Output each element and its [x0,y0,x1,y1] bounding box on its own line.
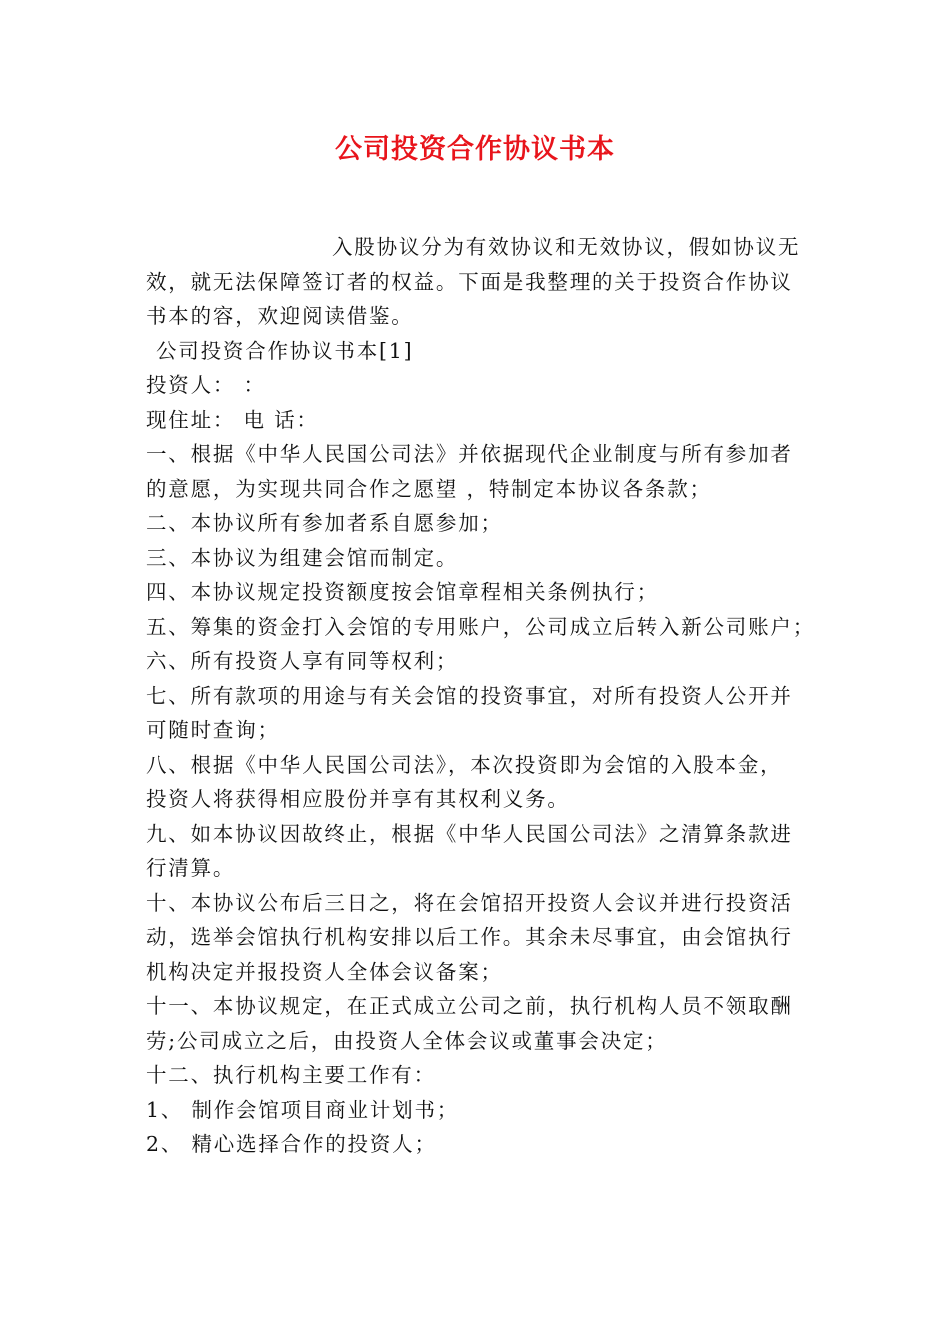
clause-10-line-1: 十、本协议公布后三日之，将在会馆招开投资人会议并进行投资活 [146,890,793,915]
clause-9-line-2: 行清算。 [146,856,236,880]
clause-8-line-1: 八、根据《中华人民国公司法》，本次投资即为会馆的入股本金， [146,752,783,777]
clause-3: 三、本协议为组建会馆而制定。 [146,545,459,570]
clause-10-line-2: 动，选举会馆执行机构安排以后工作。其余未尽事宜，由会馆执行 [146,925,793,949]
clause-1-line-2: 的意愿，为实现共同合作之愿望 ，特制定本协议各条款； [146,476,712,501]
clause-6: 六、所有投资人享有同等权利； [146,649,459,673]
task-item-1: 1、 制作会馆项目商业计划书； [146,1097,460,1122]
clause-10-line-3: 机构决定并报投资人全体会议备案； [146,959,503,984]
document-title: 公司投资合作协议书本 [335,134,615,165]
clause-5: 五、筹集的资金打入会馆的专用账户，公司成立后转入新公司账户； [146,614,815,639]
clause-7-line-2: 可随时查询； [146,718,280,742]
address-phone-field: 现住址： 电 话： [146,407,319,432]
intro-line-2: 效，就无法保障签订者的权益。下面是我整理的关于投资合作协议 [146,269,793,294]
intro-line-1: 入股协议分为有效协议和无效协议，假如协议无 [332,235,801,259]
clause-11-line-1: 十一、本协议规定，在正式成立公司之前，执行机构人员不领取酬 [146,994,793,1018]
clause-9-line-1: 九、如本协议因故终止，根据《中华人民国公司法》之清算条款进 [146,821,793,846]
section-subtitle: 公司投资合作协议书本[1] [156,338,414,363]
intro-line-3: 书本的容，欢迎阅读借鉴。 [146,304,414,328]
document-body [146,230,814,1162]
clause-1-line-1: 一、根据《中华人民国公司法》并依据现代企业制度与所有参加者 [146,442,793,466]
clause-7-line-1: 七、所有款项的用途与有关会馆的投资事宜，对所有投资人公开并 [146,683,793,708]
clause-11-line-2: 劳;公司成立之后，由投资人全体会议或董事会决定； [146,1028,668,1053]
task-item-2: 2、 精心选择合作的投资人； [146,1132,437,1156]
clause-12: 十二、执行机构主要工作有： [146,1063,436,1087]
clause-2: 二、本协议所有参加者系自愿参加； [146,511,503,535]
clause-8-line-2: 投资人将获得相应股份并享有其权利义务。 [146,787,570,811]
clause-4: 四、本协议规定投资额度按会馆章程相关条例执行； [146,580,659,604]
investor-field: 投资人： ： [146,373,266,397]
